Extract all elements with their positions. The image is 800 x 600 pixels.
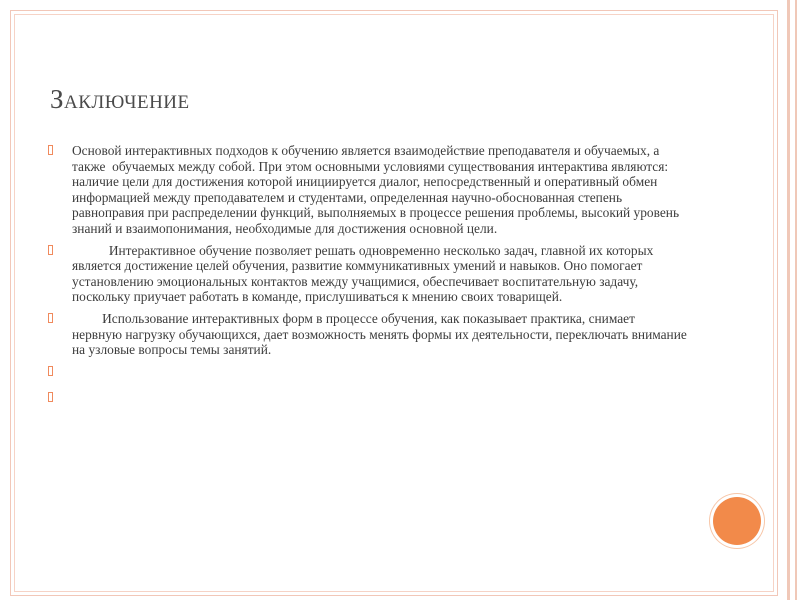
bullet-item-1 xyxy=(48,143,688,237)
bullet-item-3 xyxy=(48,310,691,358)
slide-title: Заключение xyxy=(50,84,190,114)
bullet-marker-icon xyxy=(48,366,53,376)
bullet-marker-icon xyxy=(48,245,53,255)
bullet-item-4 xyxy=(48,364,688,380)
bullet-item-5 xyxy=(48,390,688,406)
bullet-text: Использование интерактивных форм в процессе обучения, как показывает практика, снимает нервную нагрузку обучающихся, дает возможность менять формы их деятельности, переключать внимание на узловые вопросы темы занятий. xyxy=(72,310,691,358)
right-decor-bar-2 xyxy=(795,0,797,600)
bullet-text: Основой интерактивных подходов к обучению является взаимодействие преподавателя и обучаемых, а также обучаемых между собой. При этом основными условиями существования интерактива являются: наличие цели для достижения которой инициируется диалог, непосредственный и оперативный обмен информацией между преподавателем и студентами, определенная научно-обоснованная степень равноправия при распределении функций, выполняемых в процессе решения проблемы, высокий уровень знаний и взаимопонимания, необходимые для достижения основной цели. xyxy=(72,143,683,236)
orange-circle-icon xyxy=(713,497,761,545)
bullet-marker-icon xyxy=(48,313,53,323)
bullet-marker-icon xyxy=(48,392,53,402)
bullet-marker-icon xyxy=(48,145,53,155)
bullet-text: Интерактивное обучение позволяет решать одновременно несколько задач, главной их которых является достижение целей обучения, развитие коммуникативных умений и навыков. Оно помогает установлению эмоциональных контактов между учащимися, обеспечивает воспитательную задачу, поскольку приучает работать в команде, прислушиваться к мнению своих товарищей. xyxy=(72,242,657,305)
bullet-item-2 xyxy=(48,243,688,305)
bullet-list xyxy=(48,143,691,416)
right-decor-bar-1 xyxy=(787,0,790,600)
